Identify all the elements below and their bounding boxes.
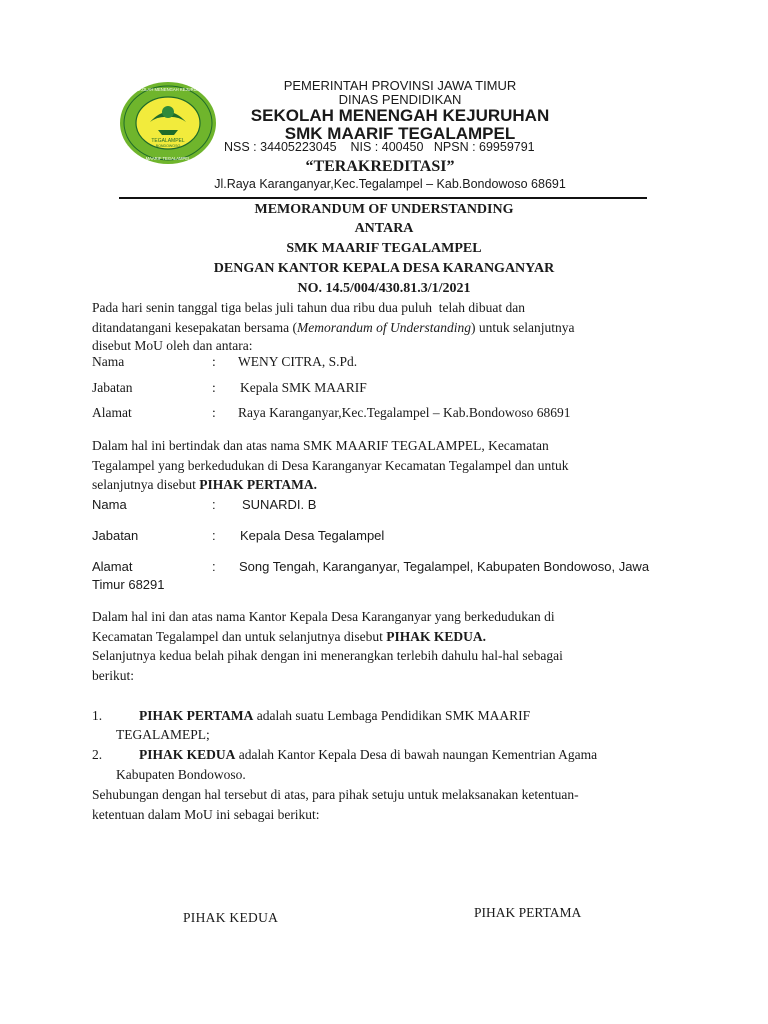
party2-position-value: Kepala Desa Tegalampel — [240, 528, 385, 543]
doc-title-party2: DENGAN KANTOR KEPALA DESA KARANGANYAR — [213, 261, 555, 276]
party1-address-label: Alamat — [92, 405, 132, 420]
doc-title-between: ANTARA — [354, 221, 414, 236]
party1-name-colon: : — [212, 354, 216, 369]
govt-line: PEMERINTAH PROVINSI JAWA TIMUR — [283, 78, 517, 93]
intro-line-2: ditandatangani kesepakatan bersama (Memorandum of Understanding) untuk selanjutnya — [92, 320, 575, 335]
party2-name-colon: : — [212, 497, 216, 512]
party2-address-cont: Timur 68291 — [92, 577, 165, 592]
party1-desc-2: Tegalampel yang berkedudukan di Desa Karanganyar Kecamatan Tegalampel dan untuk — [92, 458, 569, 473]
signature-right-label: PIHAK PERTAMA — [474, 905, 582, 920]
doc-title-party1: SMK MAARIF TEGALAMPEL — [286, 241, 482, 256]
explain-line-2: berikut: — [92, 668, 134, 683]
party1-desc-1: Dalam hal ini bertindak dan atas nama SMK MAARIF TEGALAMPEL, Kecamatan — [92, 438, 549, 453]
party1-name-value: WENY CITRA, S.Pd. — [238, 354, 358, 369]
item-2-number: 2. — [92, 747, 103, 762]
item-2-text: PIHAK KEDUA adalah Kantor Kepala Desa di bawah naungan Kementrian Agama — [139, 747, 598, 762]
party1-position-colon: : — [212, 380, 216, 395]
logo-text-center-1: TEGALAMPEL — [151, 138, 185, 144]
item-2-cont: Kabupaten Bondowoso. — [116, 767, 246, 782]
logo-text-center-2: BONDOWOSO — [155, 144, 181, 148]
party2-position-colon: : — [212, 528, 216, 543]
party2-address-label: Alamat — [92, 559, 133, 574]
party2-name-label: Nama — [92, 497, 127, 512]
party1-position-value: Kepala SMK MAARIF — [240, 380, 367, 395]
dept-line: DINAS PENDIDIKAN — [338, 92, 462, 107]
closing-line-1: Sehubungan dengan hal tersebut di atas, para pihak setuju untuk melaksanakan ketentuan- — [92, 787, 579, 802]
party1-desc-3: selanjutnya disebut PIHAK PERTAMA. — [92, 477, 318, 492]
party2-desc-1: Dalam hal ini dan atas nama Kantor Kepala Desa Karanganyar yang berkedudukan di — [92, 609, 555, 624]
item-1-cont: TEGALAMEPL; — [116, 727, 210, 742]
school-ids: NSS : 34405223045 NIS : 400450 NPSN : 69959791 — [224, 140, 535, 154]
item-1-number: 1. — [92, 708, 103, 723]
item-1-text: PIHAK PERTAMA adalah suatu Lembaga Pendidikan SMK MAARIF — [139, 708, 531, 723]
accreditation: “TERAKREDITASI” — [305, 158, 455, 175]
party1-name-label: Nama — [92, 354, 125, 369]
party2-address-colon: : — [212, 559, 216, 574]
intro-line-1: Pada hari senin tanggal tiga belas juli tahun dua ribu dua puluh telah dibuat dan — [92, 300, 526, 315]
party2-name-value: SUNARDI. B — [242, 497, 317, 512]
logo-ring-bottom: MAARIF TEGALAMPEL — [145, 156, 191, 161]
party2-position-label: Jabatan — [92, 528, 139, 543]
school-address: Jl.Raya Karanganyar,Kec.Tegalampel – Kab.Bondowoso 68691 — [214, 177, 566, 191]
party1-address-colon: : — [212, 405, 216, 420]
party1-address-value: Raya Karanganyar,Kec.Tegalampel – Kab.Bondowoso 68691 — [238, 405, 571, 420]
party1-position-label: Jabatan — [92, 380, 133, 395]
doc-number: NO. 14.5/004/430.81.3/1/2021 — [297, 281, 471, 296]
doc-title: MEMORANDUM OF UNDERSTANDING — [254, 202, 514, 217]
party2-address-value: Song Tengah, Karanganyar, Tegalampel, Kabupaten Bondowoso, Jawa — [239, 559, 650, 574]
party2-desc-2: Kecamatan Tegalampel dan untuk selanjutnya disebut PIHAK KEDUA. — [92, 629, 486, 644]
intro-line-3: disebut MoU oleh dan antara: — [92, 338, 253, 353]
letterhead-divider — [119, 197, 647, 199]
school-type: SEKOLAH MENENGAH KEJURUHAN — [250, 106, 550, 125]
closing-line-2: ketentuan dalam MoU ini sebagai berikut: — [92, 807, 320, 822]
logo-ring-top: SEKOLAH MENENGAH KEJURUAN — [133, 87, 203, 92]
explain-line-1: Selanjutnya kedua belah pihak dengan ini menerangkan terlebih dahulu hal-hal sebagai — [92, 648, 563, 663]
signature-left-label: PIHAK KEDUA — [183, 910, 279, 925]
school-name: SMK MAARIF TEGALAMPEL — [284, 124, 516, 143]
